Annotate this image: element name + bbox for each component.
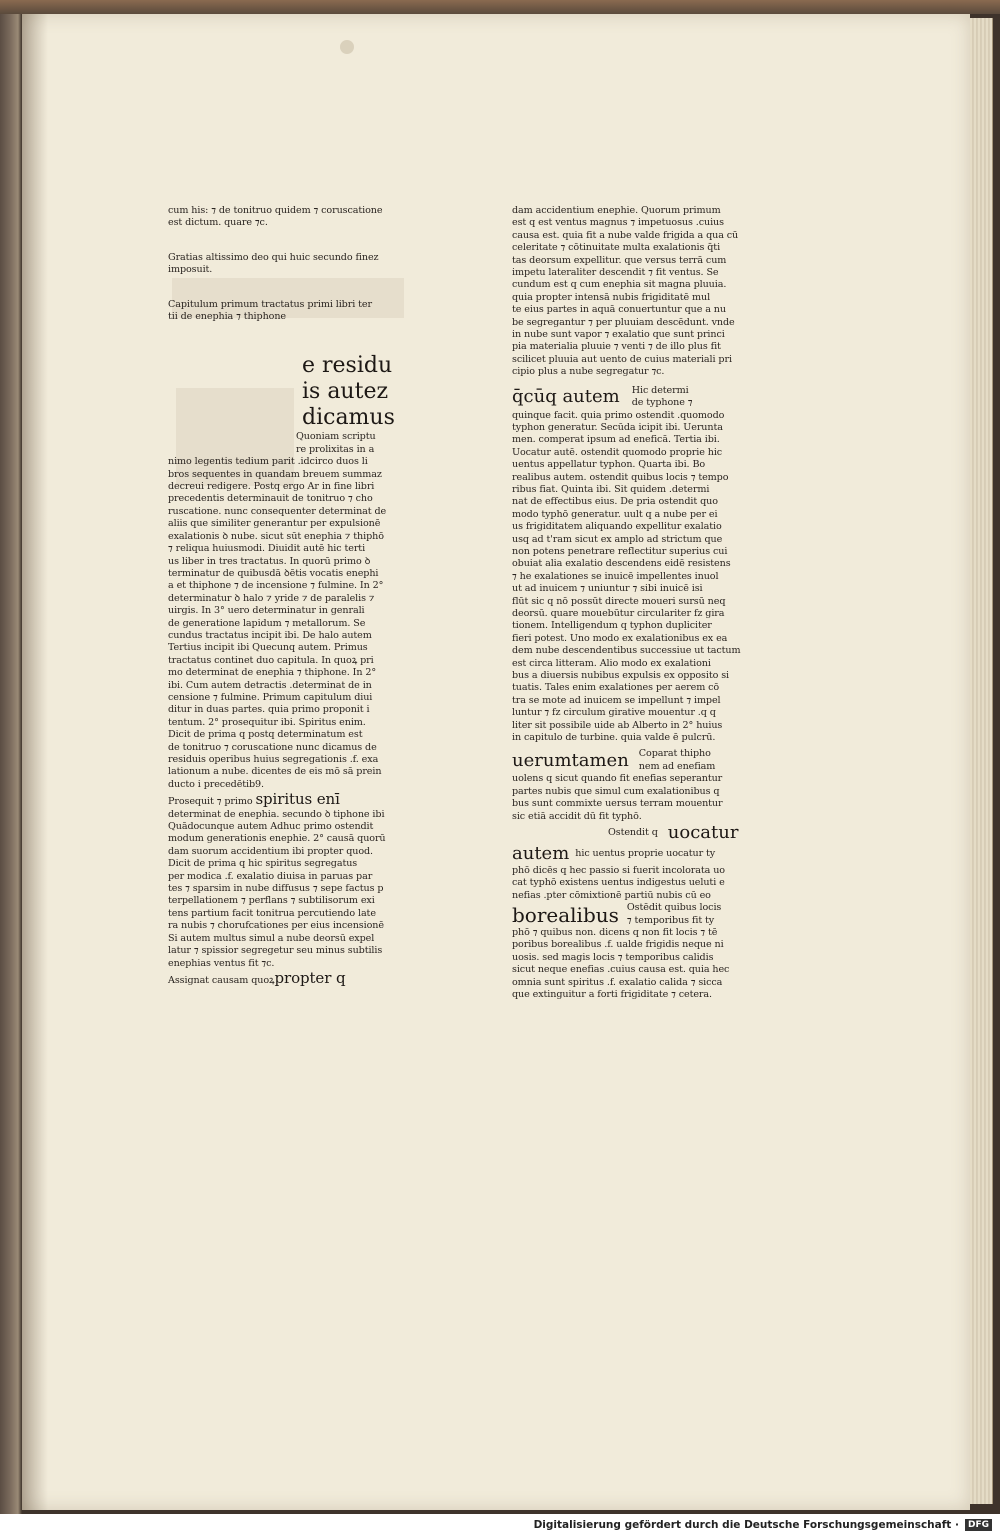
text-line: tii de enephia ⁊ thiphone <box>168 311 286 323</box>
text-line: quinque facit. quia primo ostendit .quomodo <box>512 409 725 421</box>
text-line: enephias ventus fit ⁊c. <box>168 957 275 969</box>
text-line: residuis operibus huius segregationis .f. exa <box>168 754 379 765</box>
text-line: determinat de enephia. secundo ꝺ tiphone ibi <box>168 808 385 820</box>
text-line: causa est. quia fit a nube valde frigida a qua cū <box>512 229 739 241</box>
large-text: is autez <box>302 379 389 405</box>
lemma-line <box>168 970 408 987</box>
text-line: bus a diuersis nubibus expulsis ex opposito si <box>512 670 730 682</box>
text-line: terminatur de quibusdā ꝺētis vocatis enephi <box>168 567 379 579</box>
footer-text: Digitalisierung gefördert durch die Deutsche Forschungsgemeinschaft · <box>533 1519 959 1531</box>
text-line: celeritate ⁊ cōtinuitate multa exalationis q̄ti <box>512 242 721 254</box>
text-line: tra se mote ad inuicem se impellunt ⁊ impel <box>512 694 721 706</box>
text-line: omnia sunt spiritus .f. exalatio calida ⁊ sicca <box>512 976 723 988</box>
lemma-autem <box>512 843 772 865</box>
explicit-block <box>168 252 408 277</box>
text-line: Uocatur autē. ostendit quomodo proprie hic <box>512 446 723 458</box>
text-line: cat typhō existens uentus indigestus ueluti e <box>512 877 725 889</box>
left-column <box>168 205 408 987</box>
text-line: non potens penetrare reflectitur superius cui <box>512 545 728 557</box>
text-line: realibus autem. ostendit quibus locis ⁊ tempo <box>512 471 729 483</box>
text-line: precedentis determinauit de tonitruo ⁊ cho <box>168 493 373 505</box>
text-line: ibi. Cum autem detractis .determinat de in <box>168 679 372 691</box>
lemma-large: borealibus <box>512 902 619 927</box>
text-line: ⁊ temporibus fit ty <box>626 914 715 926</box>
text-line: tes ⁊ sparsim in nube diffusus ⁊ sepe factus p <box>168 883 384 895</box>
text-line: Dicit de prima q postq determinatum est <box>168 729 363 741</box>
text-line: tentum. 2° prosequitur ibi. Spiritus enim. <box>168 716 366 728</box>
text-line: ra nubis ⁊ chorufcationes per eius incensionē <box>168 920 384 932</box>
text-line: dam suorum accidentium ibi propter quod. <box>168 845 374 857</box>
text-line: sic etiā accidit dū fit typhō. <box>512 810 642 822</box>
text-line: impetu lateraliter descendit ⁊ fit ventus. Se <box>512 267 719 279</box>
lemma-tail <box>639 748 715 773</box>
text-line: phō ⁊ quibus non. dicens q non fit locis ⁊ tē <box>512 926 718 938</box>
text-line: tas deorsum expellitur. que versus terrā cum <box>512 254 727 266</box>
text-line: quia propter intensā nubis frigiditatē mul <box>512 291 711 303</box>
text-line: latur ⁊ spissior segregetur seu minus subtilis <box>168 945 383 957</box>
large-text: dicamus <box>302 405 395 431</box>
right-column <box>512 205 772 1001</box>
text-line: determinatur ꝺ halo ⁊ yride ⁊ de paralelis ⁊ <box>168 592 375 604</box>
text-line: de generatione lapidum ⁊ metallorum. Se <box>168 617 366 629</box>
lemma-lead: Prosequit ⁊ primo <box>168 796 253 808</box>
text-line: cundus tractatus incipit ibi. De halo autem <box>168 629 372 641</box>
text-line: partes nubis que simul cum exalationibus q <box>512 785 720 797</box>
text-line: flūt sic q nō possūt directe moueri sursū neq <box>512 595 726 607</box>
text-line: phō dicēs q hec passio si fuerit incolorata uo <box>512 864 725 876</box>
lemma-large: spiritus enī <box>255 790 340 809</box>
text-line: bros sequentes in quandam breuem summaz <box>168 468 382 480</box>
text-line: dam accidentium enephie. Quorum primum <box>512 205 721 216</box>
text-line: modum generationis enephie. 2° causā quorū <box>168 833 386 845</box>
text-line: est dictum. quare ⁊c. <box>168 217 268 229</box>
text-line: ⁊ he exalationes se inuicē impellentes inuol <box>512 570 719 582</box>
text-line: dem nube descendentibus successiue ut tactum <box>512 645 741 657</box>
text-line: Si autem multus simul a nube deorsū expel <box>168 932 375 944</box>
text-line: men. comperat ipsum ad eneficā. Tertia ibi. <box>512 434 720 446</box>
lemma-uerumtamen <box>512 748 772 773</box>
text-line: poribus borealibus .f. ualde frigidis neque ni <box>512 939 724 951</box>
text-line: ribus fiat. Quinta ibi. Sit quidem .determi <box>512 483 710 495</box>
large-text: e residu <box>302 353 393 379</box>
lemma-lead: Assignat causam quoꝝ <box>168 974 275 986</box>
text-line: cundum est q cum enephia sit magna pluuia. <box>512 279 727 291</box>
lemma-borealibus <box>512 902 772 927</box>
lemma-large: autem <box>512 842 570 864</box>
text-line: Ostendit q <box>608 826 658 838</box>
chapter-heading <box>168 299 408 324</box>
text-line: Dicit de prima q hic spiritus segregatus <box>168 858 358 870</box>
text-line: re prolixitas in a <box>296 443 375 455</box>
text-line: ut ad inuicem ⁊ uniuntur ⁊ sibi inuicē isi <box>512 583 703 595</box>
text-line: uosis. sed magis locis ⁊ temporibus calidis <box>512 951 714 963</box>
lemma-large: uocatur <box>667 821 739 843</box>
text-line: nefias .pter cōmixtionē partiū nubis cū eo <box>512 889 711 901</box>
text-line: uolens q sicut quando fit enefias seperantur <box>512 773 723 785</box>
text-line: tuatis. Tales enim exalationes per aerem cō <box>512 682 720 694</box>
text-line: modo typhō generatur. uult q a nube per ei <box>512 508 718 520</box>
lemma-line <box>168 791 408 808</box>
text-line: de tonitruo ⁊ coruscatione nunc dicamus de <box>168 741 377 753</box>
text-line: uirgis. In 3° uero determinatur in genrali <box>168 605 365 617</box>
text-line: be segregantur ⁊ per pluuiam descēdunt. vnde <box>512 316 735 328</box>
lemma-large: propter q <box>274 968 346 987</box>
text-line: Gratias altissimo deo qui huic secundo finez <box>168 251 379 263</box>
lemma-large: uerumtamen <box>512 749 629 771</box>
text-line: censione ⁊ fulmine. Primum capitulum diui <box>168 691 373 703</box>
text-line: obuiat alia exalatio descendens eidē resistens <box>512 558 731 570</box>
text-line: ⁊ reliqua huiusmodi. Diuidit autē hic terti <box>168 543 366 555</box>
text-line: imposuit. <box>168 264 213 276</box>
book-page <box>22 14 970 1510</box>
text-line: Coparat thipho <box>638 748 711 760</box>
binding-shadow <box>22 14 48 1510</box>
text-line: lationum a nube. dicentes de eis mō sā prein <box>168 766 382 778</box>
text-line: bus sunt commixte uersus terram mouentur <box>512 798 723 810</box>
lemma-large: q̄cūq autem <box>512 386 620 408</box>
text-line: deorsū. quare mouebūtur circulariter fz gira <box>512 608 725 619</box>
text-line: de typhone ⁊ <box>631 397 693 409</box>
text-line: typhon generatur. Secūda icipit ibi. Uerunta <box>512 421 723 433</box>
text-line: tens partium facit tonitrua percutiendo late <box>168 907 376 919</box>
text-line: tionem. Intelligendum q typhon dupliciter <box>512 620 712 632</box>
text-line: Tertius incipit ibi Quecunq autem. Primus <box>168 642 368 654</box>
text-line: mo determinat de enephia ⁊ thiphone. In 2° <box>168 667 377 679</box>
text-line: pia materialia pluuie ⁊ venti ⁊ de illo plus fit <box>512 341 721 353</box>
lemma-tail <box>627 902 721 927</box>
text-line: aliis que similiter generantur per expulsionē <box>168 518 381 530</box>
text-line: Hic determi <box>631 384 689 396</box>
body-text <box>168 431 408 987</box>
text-line: nimo legentis tedium parit .idcirco duos li <box>168 456 368 468</box>
text-line: Quādocunque autem Adhuc primo ostendit <box>168 821 374 833</box>
text-line: ducto i precedētib9. <box>168 778 264 790</box>
large-initial-text <box>168 353 408 431</box>
page-edges <box>970 18 993 1504</box>
text-line: que extinguitur a forti frigiditate ⁊ cetera. <box>512 988 712 1000</box>
text-line: tractatus continet duo capitula. In quoꝝ pri <box>168 654 374 666</box>
lemma-tail <box>632 385 693 410</box>
text-line: in capitulo de turbine. quia valde ē pulcrū. <box>512 732 716 744</box>
lemma-quicunq <box>512 385 772 410</box>
text-line: cum his: ⁊ de tonitruo quidem ⁊ coruscatione <box>168 205 383 216</box>
text-line: uentus appellatur typhon. Quarta ibi. Bo <box>512 459 706 471</box>
text-line: Quoniam scriptu <box>296 431 376 443</box>
text-line: te eius partes in aquā conuertuntur que a nu <box>512 304 726 316</box>
text-line: us frigiditatem aliquando expellitur exalatio <box>512 521 722 533</box>
paper-stain <box>340 40 354 54</box>
text-line: sicut neque enefias .cuius causa est. quia hec <box>512 964 730 976</box>
text-line: terpellationem ⁊ perflans ⁊ subtilisorum exi <box>168 895 375 907</box>
text-line: nat de effectibus eius. De pria ostendit quo <box>512 496 718 508</box>
text-line: est circa litteram. Alio modo ex exalationi <box>512 657 711 669</box>
text-line: cipio plus a nube segregatur ⁊c. <box>512 366 665 378</box>
text-line: usq ad t'ram sicut ex amplo ad strictum que <box>512 533 723 545</box>
text-line: Capitulum primum tractatus primi libri ter <box>168 298 372 310</box>
dfg-logo: DFG <box>965 1519 992 1531</box>
digitization-footer <box>0 1514 1000 1536</box>
text-line: a et thiphone ⁊ de incensione ⁊ fulmine. In 2° <box>168 580 384 592</box>
text-line: nem ad enefiam <box>638 760 716 772</box>
text-line: ruscatione. nunc consequenter determinat de <box>168 505 387 517</box>
book-cover-edge <box>0 0 1000 14</box>
text-line: decreui redigere. Postq ergo Ar in fine libri <box>168 481 375 493</box>
text-line: in nube sunt vapor ⁊ exalatio que sunt princi <box>512 329 725 341</box>
text-line: Ostēdit quibus locis <box>626 902 722 914</box>
lemma-uocatur <box>512 823 772 843</box>
text-line: per modica .f. exalatio diuisa in paruas par <box>168 870 373 882</box>
text-line: ditur in duas partes. quia primo proponit i <box>168 704 370 716</box>
text-line: luntur ⁊ fz circulum girative mouentur .q q <box>512 707 716 719</box>
text-line: scilicet pluuia aut uento de cuius materiali pri <box>512 353 732 365</box>
text-line: liter sit possibile uide ab Alberto in 2° huius <box>512 719 723 731</box>
text-line: fieri potest. Uno modo ex exalationibus ex ea <box>512 632 728 644</box>
text-line: hic uentus proprie uocatur ty <box>575 847 716 859</box>
text-line: us liber in tres tractatus. In quorū primo ꝺ <box>168 555 371 567</box>
text-line: exalationis ꝺ nube. sicut sūt enephia ⁊ thiphō <box>168 530 384 542</box>
intro-block <box>168 205 408 230</box>
text-line: est q est ventus magnus ⁊ impetuosus .cuius <box>512 217 724 229</box>
